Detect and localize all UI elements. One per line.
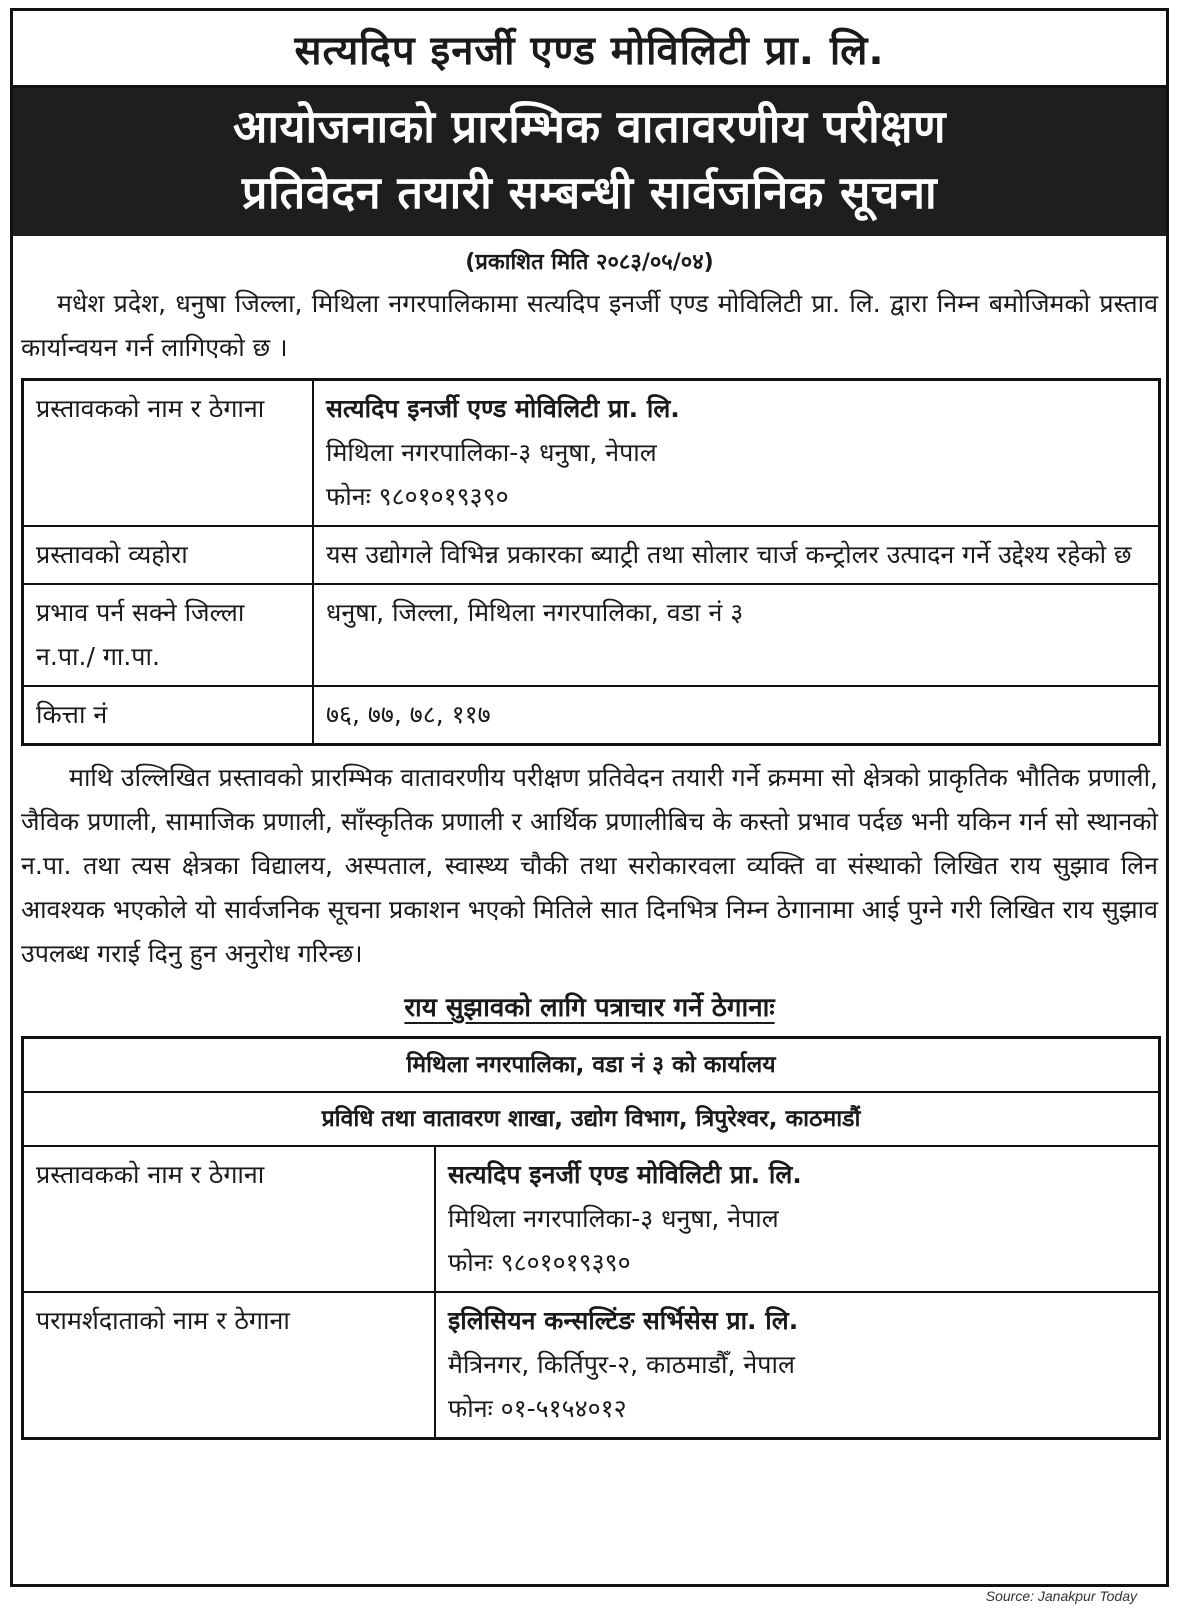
table-row	[23, 686, 1160, 745]
address-proponent-address: मिथिला नगरपालिका-३ धनुषा, नेपाल	[448, 1204, 779, 1233]
address-heading: राय सुझावको लागि पत्राचार गर्ने ठेगानाः	[404, 993, 775, 1023]
purpose-label: प्रस्तावको व्यहोरा	[23, 526, 314, 584]
title-band	[13, 88, 1166, 236]
proponent-address: मिथिला नगरपालिका-३ धनुषा, नेपाल	[326, 438, 657, 467]
purpose-value: यस उद्योगले विभिन्न प्रकारका ब्याट्री तथा सोलार चार्ज कन्ट्रोलर उत्पादन गर्ने उद्देश्य रहेको छ	[313, 526, 1160, 584]
office-department: प्रविधि तथा वातावरण शाखा, उद्योग विभाग, त्रिपुरेश्वर, काठमाडौं	[23, 1092, 1160, 1146]
address-proponent-name: सत्यदिप इनर्जी एण्ड मोविलिटी प्रा. लि.	[448, 1160, 802, 1189]
address-proponent-phone: फोनः ९८०१०१९३९०	[448, 1248, 631, 1277]
consultant-phone: फोनः ०१-५१५४०१२	[448, 1394, 627, 1423]
proponent-label: प्रस्तावककाे नाम र ठेगाना	[23, 380, 314, 527]
proposal-info-table	[21, 378, 1161, 746]
body-paragraph: माथि उल्लिखित प्रस्तावको प्रारम्भिक वातावरणीय परीक्षण प्रतिवेदन तयारी गर्ने क्रममा सो क्षेत्रको प्राकृतिक भौतिक प्रणाली, जैविक प्रणाली, सामाजिक प्रणाली, साँस्कृतिक प्रणाली र आर्थिक प्रणालीबिच के कस्तो प्रभाव पर्दछ भनी यकिन गर्न सो स्थानको न.पा. तथा त्यस क्षेत्रका विद्यालय, अस्पताल, स्वास्थ्य चौकी तथा सरोकारवला व्यक्ति वा संस्थाको लिखित राय सुझाव लिन आवश्यक भएकोले यो सार्वजनिक सूचना प्रकाशन भएको मितिले सात दिनभित्र निम्न ठेगानामा आई पुग्ने गरी लिखित राय सुझाव उपलब्ध गराई दिनु हुन अनुरोध गरिन्छ।	[21, 763, 1158, 968]
table-row	[23, 1292, 1160, 1439]
source-credit: Source: Janakpur Today	[985, 1588, 1137, 1604]
address-table	[21, 1036, 1161, 1440]
company-name: सत्यदिप इनर्जी एण्ड मोविलिटी प्रा. लि.	[13, 11, 1166, 88]
table-row	[23, 526, 1160, 584]
table-row	[23, 584, 1160, 686]
consultant-details	[435, 1292, 1160, 1439]
consultant-label: परामर्शदाताको नाम र ठेगाना	[23, 1292, 436, 1439]
title-line-2: प्रतिवेदन तयारी सम्बन्धी सार्वजनिक सूचना	[241, 166, 938, 219]
proponent-details	[313, 380, 1160, 527]
consultant-address: मैत्रिनगर, किर्तिपुर-२, काठमाडौँ, नेपाल	[448, 1350, 795, 1379]
address-proponent-label: प्रस्तावककाे नाम र ठेगाना	[23, 1146, 436, 1292]
office-municipality: मिथिला नगरपालिका, वडा नं ३ को कार्यालय	[23, 1038, 1160, 1093]
plot-number-label: कित्ता नं	[23, 686, 314, 745]
affected-area-label: प्रभाव पर्न सक्ने जिल्ला न.पा./ गा.पा.	[23, 584, 314, 686]
affected-area-value: धनुषा, जिल्ला, मिथिला नगरपालिका, वडा नं ३	[313, 584, 1160, 686]
table-row	[23, 1038, 1160, 1093]
title-line-1: आयोजनाको प्रारम्भिक वातावरणीय परीक्षण	[232, 100, 947, 153]
table-row	[23, 1146, 1160, 1292]
table-row	[23, 1092, 1160, 1146]
intro-paragraph: मधेश प्रदेश, धनुषा जिल्ला, मिथिला नगरपालिकामा सत्यदिप इनर्जी एण्ड मोविलिटी प्रा. लि. द्वारा निम्न बमोजिमको प्रस्ताव कार्यान्वयन गर्न लागिएको छ ।	[21, 289, 1158, 362]
address-proponent-details	[435, 1146, 1160, 1292]
table-row	[23, 380, 1160, 527]
plot-number-value: ७६, ७७, ७८, ११७	[313, 686, 1160, 745]
consultant-name: इलिसियन कन्सल्टिंङ सर्भिसेस प्रा. लि.	[448, 1306, 799, 1335]
proponent-phone: फोनः ९८०१०१९३९०	[326, 482, 509, 511]
proponent-name: सत्यदिप इनर्जी एण्ड मोविलिटी प्रा. लि.	[326, 394, 680, 423]
published-date: (प्रकाशित मिति २०८३/०५/०४)	[465, 250, 714, 275]
public-notice	[10, 8, 1169, 1587]
